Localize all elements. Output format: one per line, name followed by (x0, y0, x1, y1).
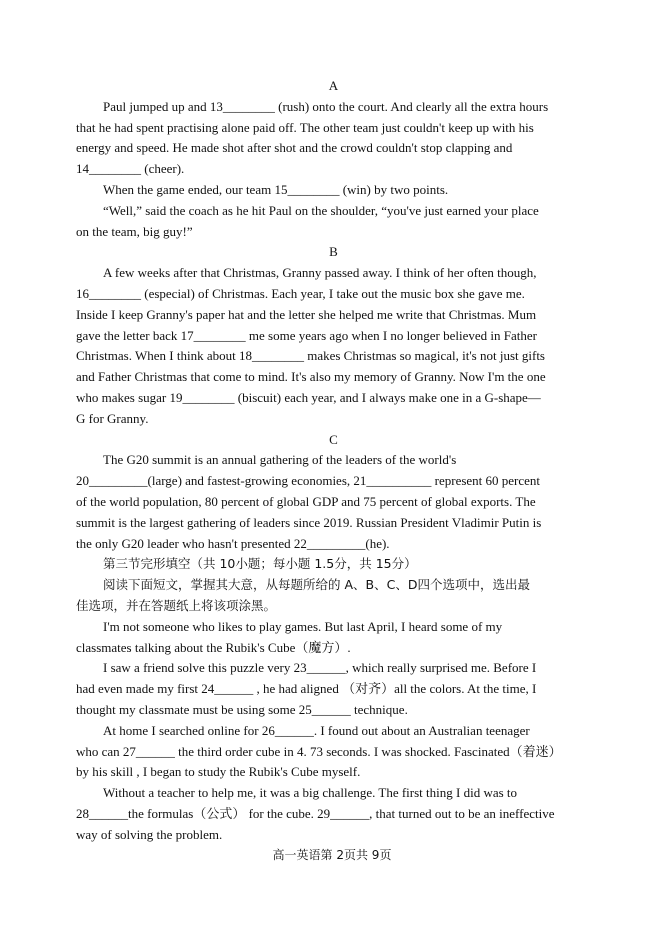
cloze-line: Without a teacher to help me, it was a big challenge. The first thing I did was to (103, 785, 518, 801)
part3-instruction-line: 阅读下面短文，掌握其大意，从每题所给的 A、B、C、D四个选项中，选出最 (103, 577, 530, 593)
section-a-line: energy and speed. He made shot after shot and the crowd couldn't stop clapping and (76, 140, 513, 156)
section-c-line: summit is the largest gathering of leaders since 2019. Russian President Vladimir Putin is (76, 514, 542, 530)
section-a-line: 14________ (cheer). (76, 161, 185, 177)
section-b-line: who makes sugar 19________ (biscuit) each year, and I always make one in a G-shape— (76, 389, 541, 405)
cloze-line: I'm not someone who likes to play games. But last April, I heard some of my (103, 618, 503, 634)
section-c-line: 20_________(large) and fastest-growing economies, 21__________ represent 60 percent (76, 473, 541, 489)
part3-instruction-line: 佳选项，并在答题纸上将该项涂黑。 (76, 597, 277, 613)
section-b-line: A few weeks after that Christmas, Granny passed away. I think of her often though, (103, 265, 537, 281)
section-a-line: that he had spent practising alone paid off. The other team just couldn't keep up with his (76, 119, 534, 135)
cloze-line: At home I searched online for 26______. I found out about an Australian teenager (103, 722, 530, 738)
section-b-line: and Father Christmas that come to mind. It's also my memory of Granny. Now I'm the one (76, 369, 546, 385)
part3-title: 第三节完形填空（共 10小题；每小题 1.5分，共 15分） (103, 556, 417, 572)
section-a-line: Paul jumped up and 13________ (rush) onto the court. And clearly all the extra hours (103, 98, 549, 114)
cloze-line: 28______the formulas（公式） for the cube. 29______, that turned out to be an ineffective (76, 805, 555, 821)
cloze-line: by his skill , I began to study the Rubik's Cube myself. (76, 764, 361, 780)
section-c-line: of the world population, 80 percent of global GDP and 75 percent of global exports. The (76, 493, 536, 509)
section-a-line: When the game ended, our team 15________ (win) by two points. (103, 181, 449, 197)
section-a-line: on the team, big guy!” (76, 223, 193, 239)
section-c-line: The G20 summit is an annual gathering of the leaders of the world's (103, 452, 457, 468)
cloze-line: I saw a friend solve this puzzle very 23______, which really surprised me. Before I (103, 660, 537, 676)
section-b-line: Christmas. When I think about 18________ makes Christmas so magical, it's not just gifts (76, 348, 545, 364)
cloze-line: who can 27______ the third order cube in 4. 73 seconds. I was shocked. Fascinated（着迷） (76, 743, 562, 759)
page-footer: 高一英语第 2页共 9页 (272, 848, 392, 862)
section-c-heading: C (329, 431, 338, 447)
cloze-line: thought my classmate must be using some 25______ technique. (76, 701, 408, 717)
section-a-line: “Well,” said the coach as he hit Paul on the shoulder, “you've just earned your place (103, 202, 539, 218)
section-b-line: 16________ (especial) of Christmas. Each year, I take out the music box she gave me. (76, 285, 525, 301)
section-c-line: the only G20 leader who hasn't presented 22_________(he). (76, 535, 390, 551)
cloze-line: had even made my first 24______ , he had aligned （对齐）all the colors. At the time, I (76, 681, 537, 697)
section-b-heading: B (329, 244, 338, 260)
cloze-line: way of solving the problem. (76, 826, 223, 842)
section-b-line: gave the letter back 17________ me some years ago when I no longer believed in Father (76, 327, 537, 343)
section-b-line: G for Granny. (76, 410, 149, 426)
cloze-line: classmates talking about the Rubik's Cube（魔方）. (76, 639, 351, 655)
page-body (76, 76, 591, 845)
section-a-heading: A (328, 78, 339, 93)
section-b-line: Inside I keep Granny's paper hat and the letter she helped me write that Christmas. Mum (76, 306, 537, 322)
